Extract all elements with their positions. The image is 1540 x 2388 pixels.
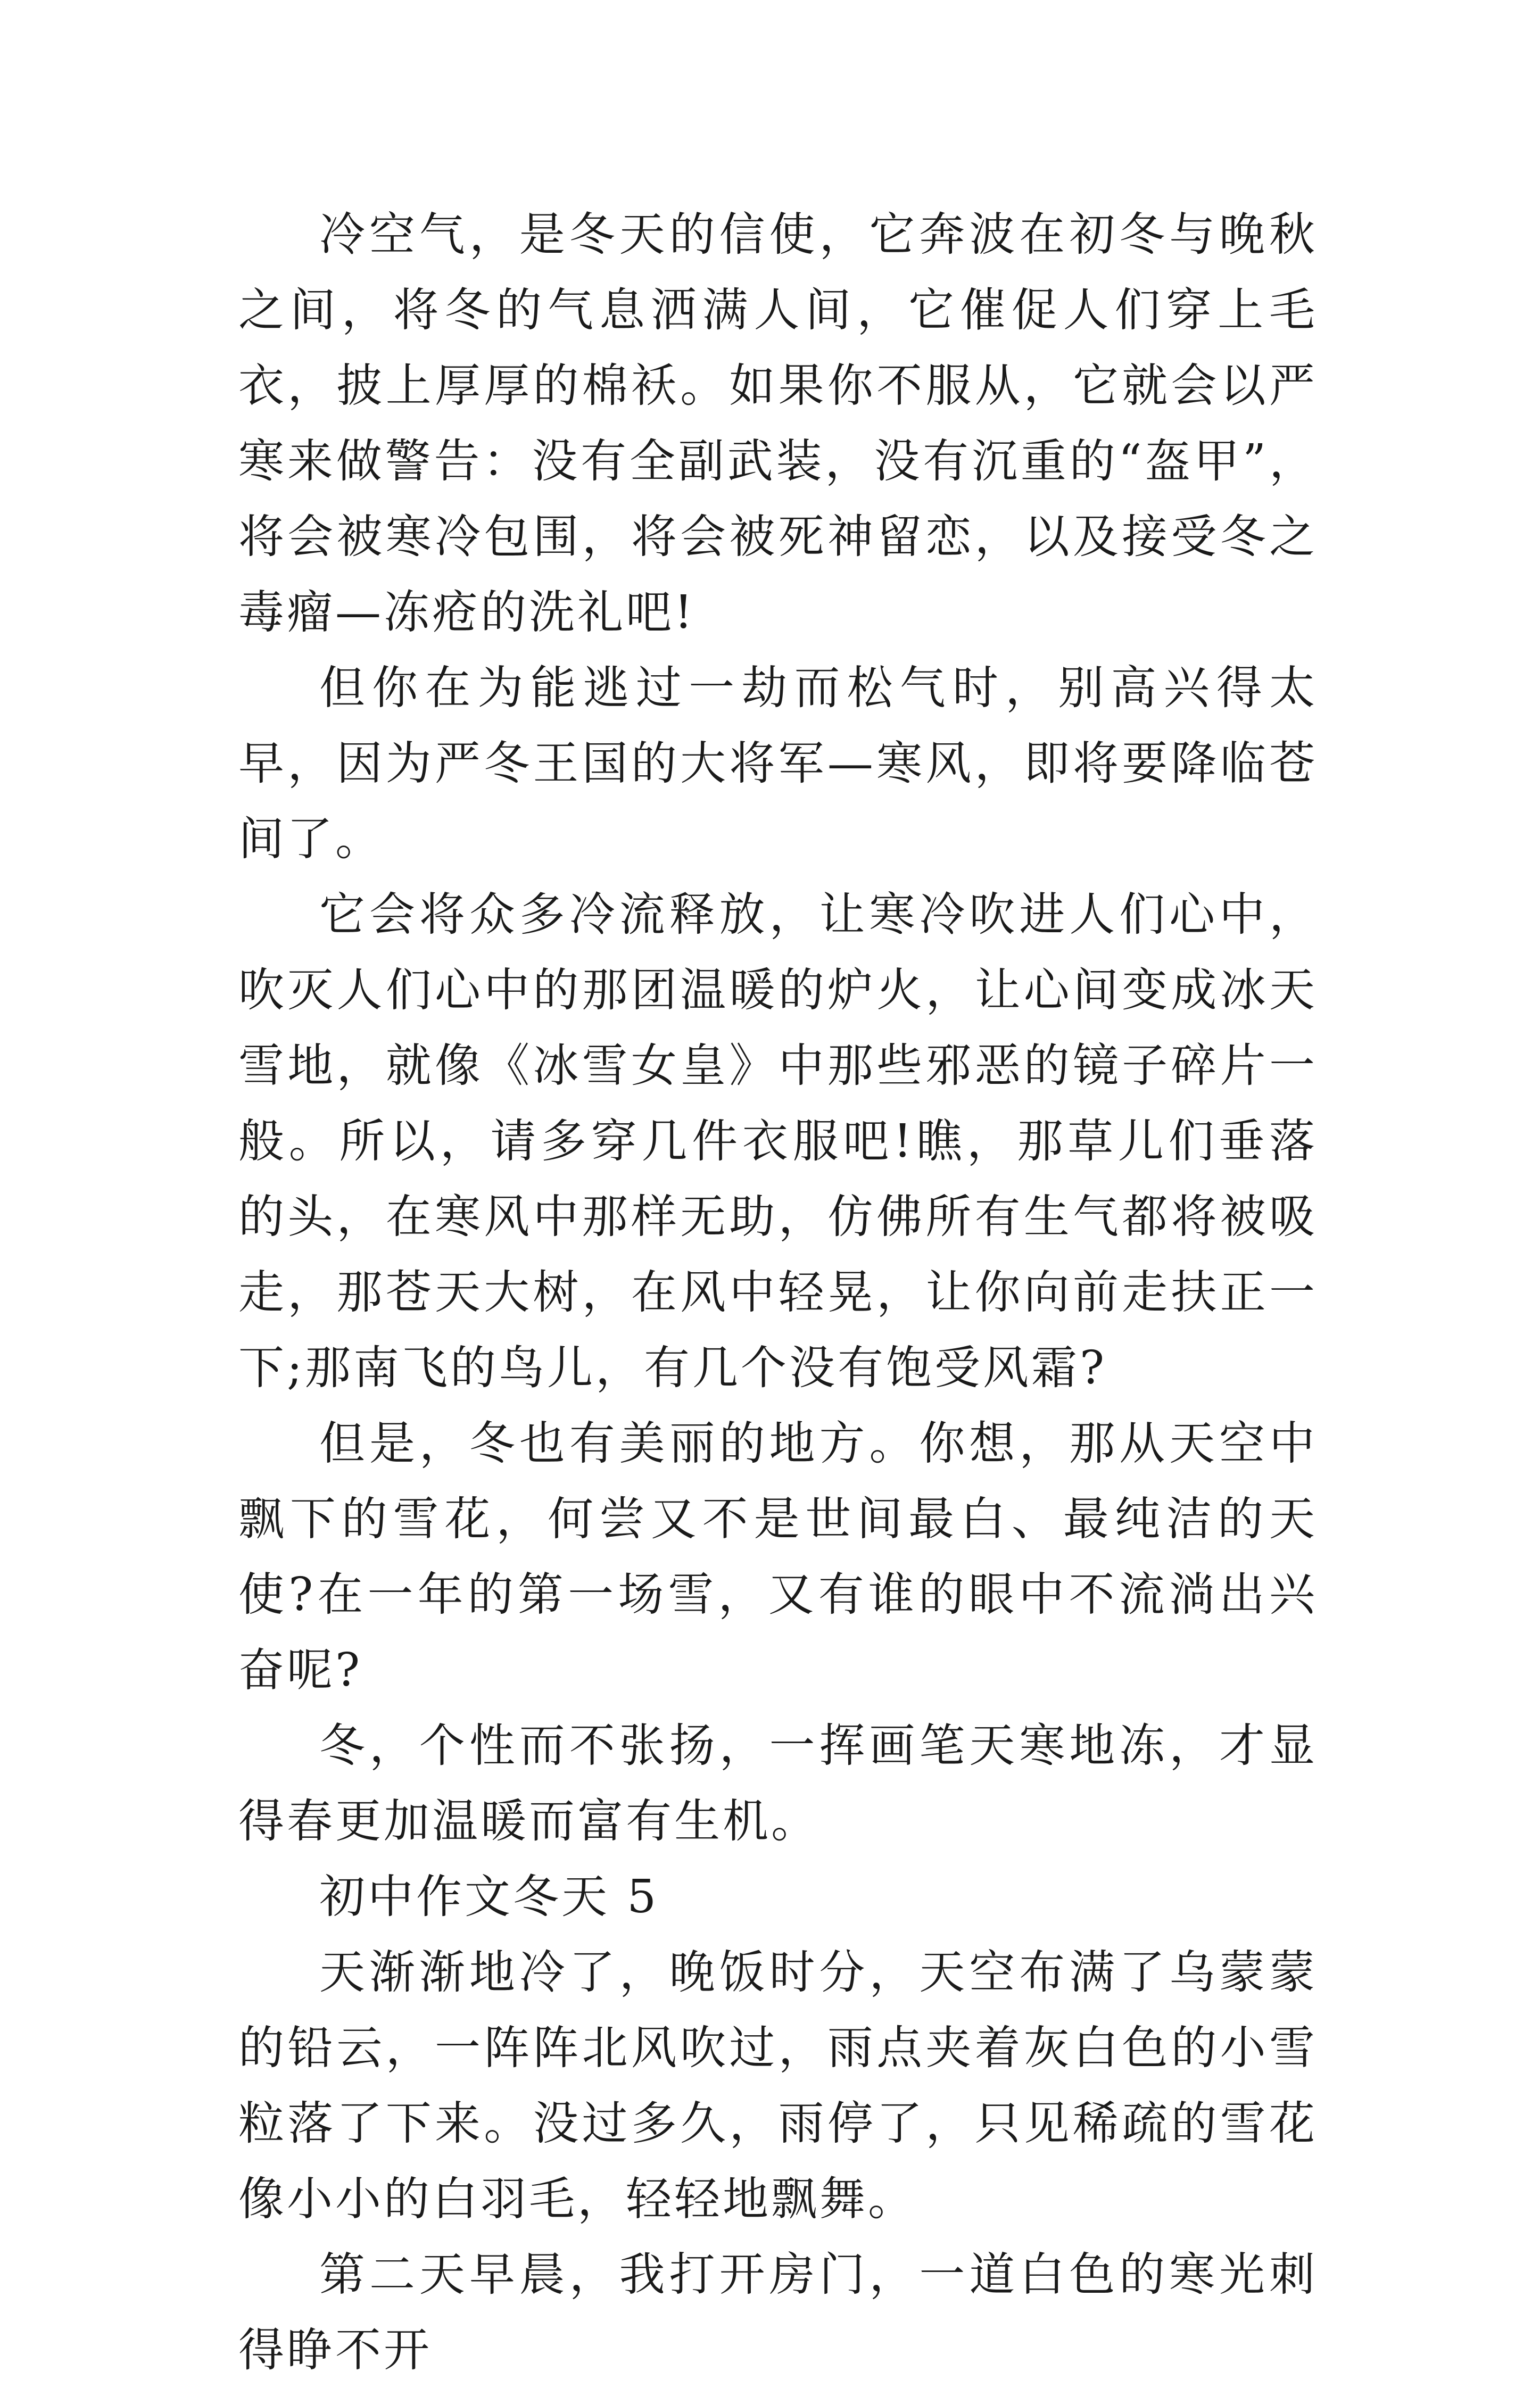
paragraph-cold-wind: 但你在为能逃过一劫而松气时，别高兴得太早，因为严冬王国的大将军—寒风，即将要降临苍间了。 bbox=[238, 661, 1318, 866]
paragraph-cold-air: 冷空气，是冬天的信使，它奔波在初冬与晚秋之间，将冬的气息洒满人间，它催促人们穿上毛衣，披上厚厚的棉袄。如果你不服从，它就会以严寒来做警告：没有全副武装，没有沉重的“盔甲”，将会被寒冷包围，将会被死神留恋，以及接受冬之毒瘤—冻疮的洗礼吧! bbox=[238, 208, 1318, 639]
paragraph-snow-beauty: 但是，冬也有美丽的地方。你想，那从天空中飘下的雪花，何尝又不是世间最白、最纯洁的天使?在一年的第一场雪，又有谁的眼中不流淌出兴奋呢? bbox=[238, 1417, 1318, 1697]
paragraph-winter-personality: 冬，个性而不张扬，一挥画笔天寒地冻，才显得春更加温暖而富有生机。 bbox=[238, 1719, 1318, 1848]
paragraph-next-morning: 第二天早晨，我打开房门，一道白色的寒光刺得睁不开 bbox=[238, 2248, 1318, 2377]
paragraph-evening-snow: 天渐渐地冷了，晚饭时分，天空布满了乌蒙蒙的铅云，一阵阵北风吹过，雨点夹着灰白色的小雪粒落了下来。没过多久，雨停了，只见稀疏的雪花像小小的白羽毛，轻轻地飘舞。 bbox=[238, 1946, 1318, 2226]
essay-body bbox=[238, 197, 1318, 2388]
paragraph-cold-current: 它会将众多冷流释放，让寒冷吹进人们心中，吹灭人们心中的那团温暖的炉火，让心间变成冰天雪地，就像《冰雪女皇》中那些邪恶的镜子碎片一般。所以，请多穿几件衣服吧!瞧，那草儿们垂落的头，在寒风中那样无助，仿佛所有生气都将被吸走，那苍天大树，在风中轻晃，让你向前走扶正一下;那南飞的鸟儿，有几个没有饱受风霜? bbox=[238, 888, 1318, 1395]
section-title: 初中作文冬天 5 bbox=[319, 1870, 659, 1923]
